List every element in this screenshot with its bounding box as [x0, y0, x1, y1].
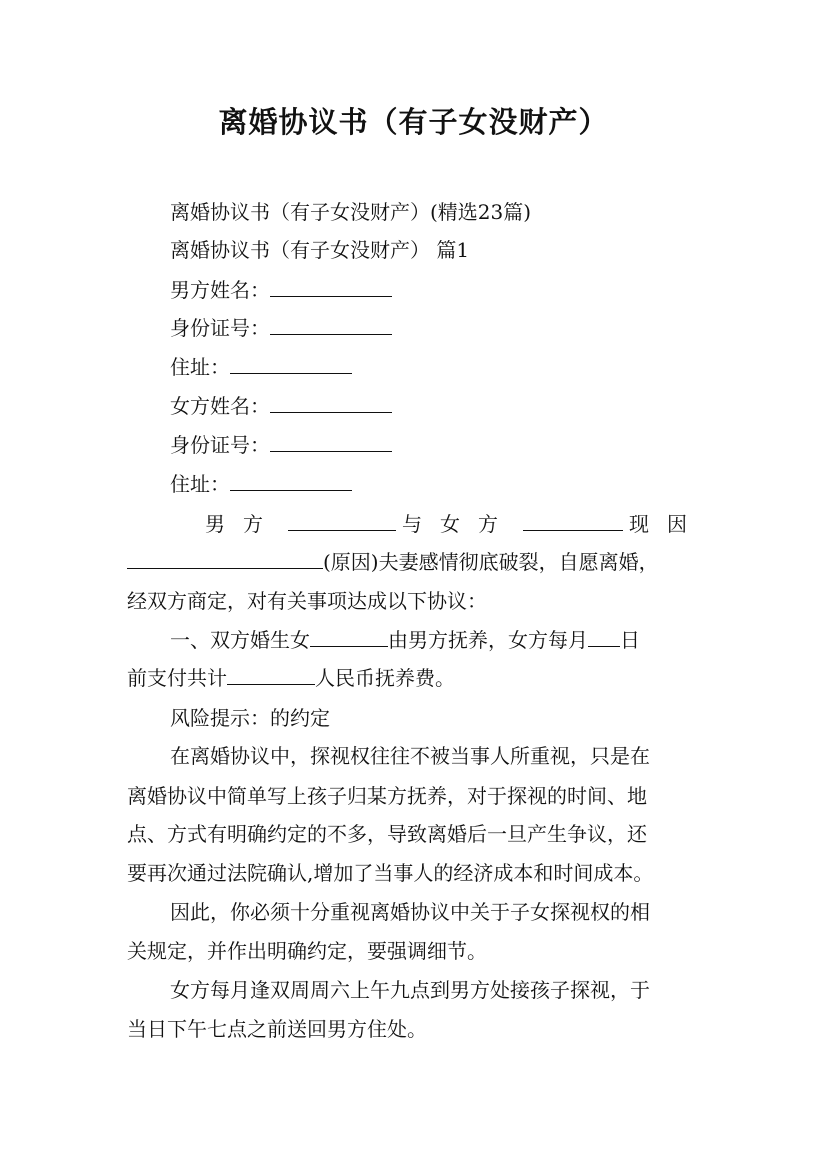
blank-line — [230, 470, 352, 491]
p2-line2 — [127, 664, 455, 692]
field-label: 身份证号： — [170, 433, 270, 457]
now-because-label: 现因 — [629, 512, 705, 536]
blank-line — [270, 276, 392, 297]
blank-line — [270, 431, 392, 452]
p1-line3: 经双方商定，对有关事项达成以下协议： — [127, 589, 487, 613]
male-label: 男方 — [205, 512, 281, 536]
p1-line2 — [127, 548, 659, 576]
p3-line: 要再次通过法院确认,增加了当事人的经济成本和时间成本。 — [127, 861, 654, 885]
field-label: 男方姓名： — [170, 278, 270, 302]
field-male-name — [170, 276, 392, 304]
blank-line — [288, 510, 396, 531]
field-label: 身份证号： — [170, 316, 270, 340]
p2-text-e: 人民币抚养费。 — [315, 666, 455, 690]
p5-line: 女方每月逢双周周六上午九点到男方处接孩子探视，于 — [170, 978, 650, 1002]
blank-line — [230, 353, 352, 374]
field-label: 住址： — [170, 472, 230, 496]
blank-line — [588, 626, 620, 647]
p2-line1 — [170, 626, 640, 654]
blank-line — [227, 664, 315, 685]
blank-line — [523, 510, 623, 531]
field-label: 住址： — [170, 355, 230, 379]
female-label: 与女方 — [402, 512, 516, 536]
field-label: 女方姓名： — [170, 394, 270, 418]
p3-line: 离婚协议中简单写上孩子归某方抚养，对于探视的时间、地 — [127, 784, 647, 808]
field-male-address — [170, 353, 352, 381]
p3-line: 点、方式有明确约定的不多，导致离婚后一旦产生争议，还 — [127, 822, 647, 846]
document-title: 离婚协议书（有子女没财产） — [218, 105, 609, 139]
risk-label: 风险提示：的约定 — [170, 706, 330, 730]
field-female-name — [170, 392, 392, 420]
reason-text: (原因)夫妻感情彻底破裂，自愿离婚， — [323, 550, 659, 574]
p5-line: 当日下午七点之前送回男方住处。 — [127, 1017, 427, 1041]
section-heading: 离婚协议书（有子女没财产） 篇1 — [170, 238, 470, 262]
p4-line: 关规定，并作出明确约定，要强调细节。 — [127, 939, 487, 963]
p2-text-a: 一、双方婚生女 — [170, 628, 310, 652]
field-female-id — [170, 431, 392, 459]
subtitle: 离婚协议书（有子女没财产）(精选23篇) — [170, 200, 532, 224]
blank-line — [270, 314, 392, 335]
blank-line — [310, 626, 388, 647]
p2-text-d: 前支付共计 — [127, 666, 227, 690]
p4-line: 因此，你必须十分重视离婚协议中关于子女探视权的相 — [170, 900, 650, 924]
p2-text-b: 由男方抚养，女方每月 — [388, 628, 588, 652]
blank-line — [127, 548, 323, 569]
field-female-address — [170, 470, 352, 498]
p1-line1 — [205, 510, 705, 538]
p2-text-c: 日 — [620, 628, 640, 652]
p3-line: 在离婚协议中，探视权往往不被当事人所重视，只是在 — [170, 744, 650, 768]
blank-line — [270, 392, 392, 413]
field-male-id — [170, 314, 392, 342]
